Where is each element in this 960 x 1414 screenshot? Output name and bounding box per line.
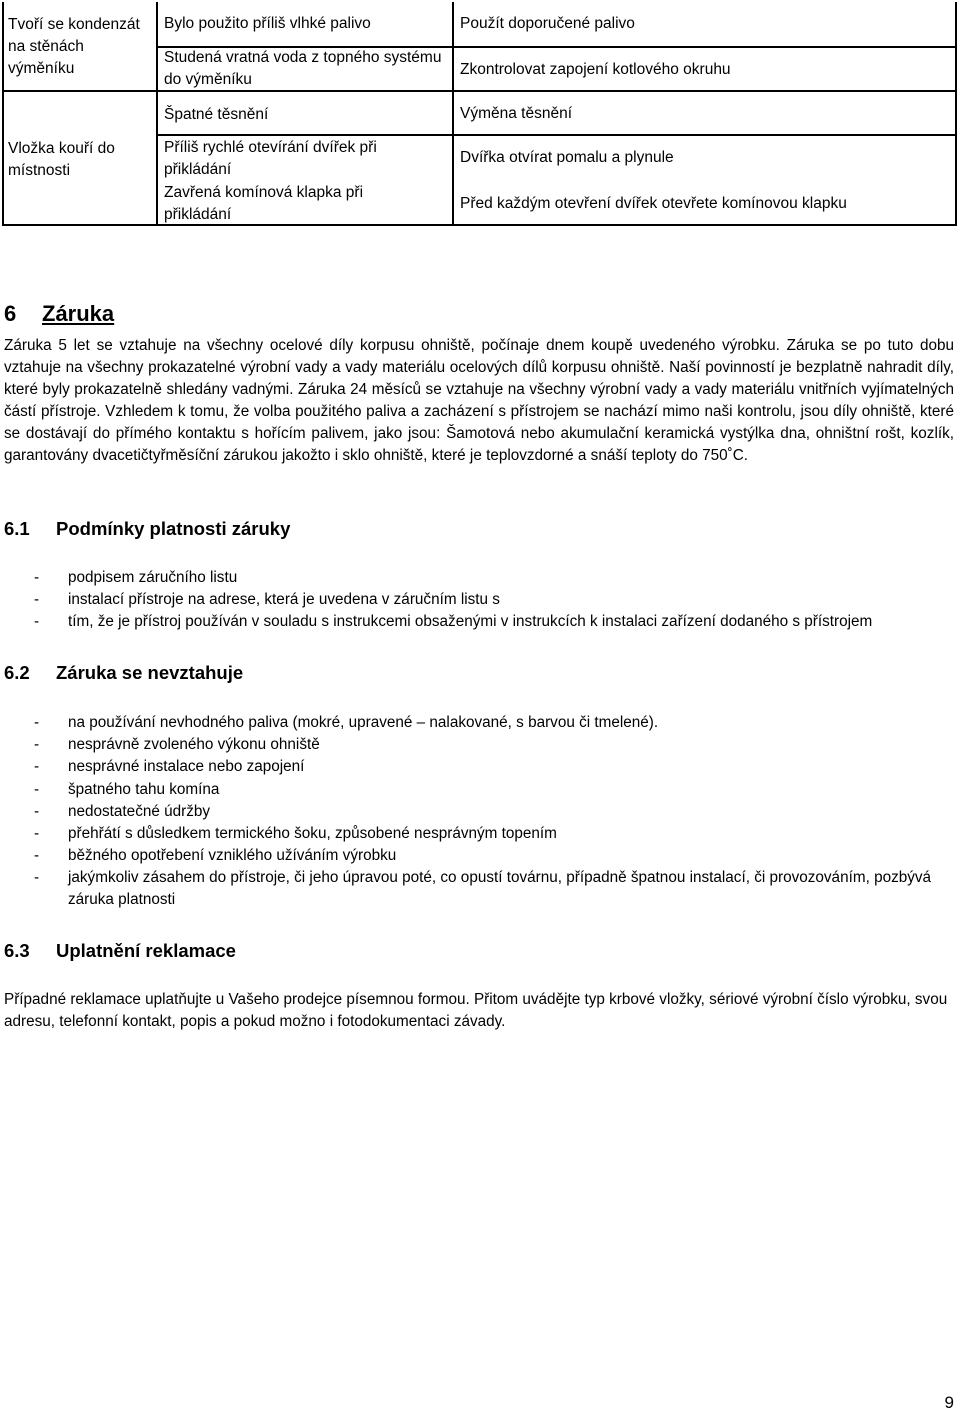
table-divider-2 bbox=[452, 2, 454, 226]
subsection-heading bbox=[4, 940, 236, 962]
list-item-text: nesprávně zvoleného výkonu ohniště bbox=[68, 736, 320, 754]
list-bullet: - bbox=[34, 736, 40, 754]
list-item-text: podpisem záručního listu bbox=[68, 569, 238, 586]
list-bullet: - bbox=[34, 714, 40, 731]
section-title: Záruka bbox=[42, 301, 115, 326]
list-item-text: tím, že je přístroj používán v souladu s instrukcemi obsaženými v instrukcích k instalaci zařízení dodaného s přístrojem bbox=[68, 613, 873, 631]
section-heading bbox=[4, 301, 114, 327]
list-item-text: na používání nevhodného paliva (mokré, upravené – nalakované, s barvou či tmelené). bbox=[68, 714, 659, 731]
list-bullet: - bbox=[34, 780, 40, 798]
list-item-text: přehřátí s důsledkem termického šoku, způsobené nesprávným topením bbox=[68, 824, 557, 842]
table-row-divider bbox=[156, 134, 957, 136]
subsection-number: 6.1 bbox=[4, 518, 30, 539]
table-row-divider bbox=[452, 90, 957, 92]
subsection-heading bbox=[4, 518, 290, 540]
warranty-paragraph: Záruka 5 let se vztahuje na všechny ocelové díly korpusu ohniště, počínaje dnem koupě uvedeného výrobku. Záruka se po tuto dobu vztahuje na všechny prokazatelné výrobní vady a vady materiálu ocelových dílů korpusu ohniště. Naší povinností je bezplatně nahradit díly, které byly prokazatelně shledány vadnými. Záruka 24 měsíců se vztahuje na všechny výrobní vady a vady materiálu vnitřních vyjímatelných částí přístroje. Vzhledem k tomu, že volba použitého paliva a zacházení s přístrojem se nachází mimo naši kontrolu, jsou díly ohniště, které se dostávají do přímého kontaktu s hořícím palivem, jako jsou: Šamotová nebo akumulační keramická vystýlka dna, ohništní rošt, kozlík, garantovány dvacetičtyřměsíční zárukou jakožto i sklo ohniště, které je teplovzdorné a snáší teploty do 750˚C. bbox=[4, 337, 954, 464]
table-cell-remedy: Použít doporučené palivo bbox=[460, 15, 635, 32]
list-item bbox=[4, 867, 954, 911]
warranty-conditions-list bbox=[4, 567, 954, 634]
subsection-title: Podmínky platnosti záruky bbox=[56, 518, 291, 539]
page-number: 9 bbox=[944, 1393, 954, 1412]
list-bullet: - bbox=[34, 613, 40, 631]
table-cell-cause: Bylo použito příliš vlhké palivo bbox=[164, 15, 371, 32]
list-item-text: nesprávné instalace nebo zapojení bbox=[68, 758, 305, 776]
subsection-heading bbox=[4, 662, 243, 684]
table-cell-cause: Zavřená komínová klapka při přikládání bbox=[164, 184, 364, 223]
table-border-left bbox=[2, 2, 4, 226]
list-item-text: běžného opotřebení vzniklého užíváním výrobku bbox=[68, 847, 397, 865]
table-cell-remedy: Výměna těsnění bbox=[460, 105, 573, 122]
subsection-number: 6.2 bbox=[4, 662, 30, 683]
list-item bbox=[4, 756, 954, 778]
table-cell-remedy: Zkontrolovat zapojení kotlového okruhu bbox=[460, 61, 731, 78]
table-cell-cause: Studená vratná voda z topného systému do výměníku bbox=[164, 49, 442, 88]
list-item bbox=[4, 823, 954, 845]
list-bullet: - bbox=[34, 802, 40, 820]
section-number: 6 bbox=[4, 301, 17, 326]
list-item-text: jakýmkoliv zásahem do přístroje, či jeho úpravou poté, co opustí továrnu, případně špatnou instalací, či provozováním, pozbývá záruka platnosti bbox=[68, 869, 932, 909]
table-cell-problem: Tvoří se kondenzát na stěnách výměníku bbox=[8, 16, 140, 77]
list-item bbox=[4, 589, 954, 611]
list-item bbox=[4, 712, 954, 734]
list-item bbox=[4, 734, 954, 756]
list-item bbox=[4, 611, 954, 633]
troubleshooting-table bbox=[2, 2, 957, 226]
list-bullet: - bbox=[34, 847, 40, 865]
list-item-text: špatného tahu komína bbox=[68, 780, 220, 798]
table-cell-problem: Vložka kouří do místnosti bbox=[8, 140, 115, 179]
list-item bbox=[4, 567, 954, 589]
list-item-text: nedostatečné údržby bbox=[68, 802, 211, 820]
list-item bbox=[4, 845, 954, 867]
list-bullet: - bbox=[34, 824, 40, 842]
subsection-title: Uplatnění reklamace bbox=[56, 940, 236, 961]
list-item bbox=[4, 779, 954, 801]
subsection-title: Záruka se nevztahuje bbox=[56, 662, 244, 683]
list-bullet: - bbox=[34, 758, 40, 776]
claims-paragraph: Případné reklamace uplatňujte u Vašeho prodejce písemnou formou. Přitom uvádějte typ krbové vložky, sériové výrobní číslo výrobku, svou adresu, telefonní kontakt, popis a pokud možno i fotodokumentaci závady. bbox=[4, 991, 948, 1030]
list-bullet: - bbox=[34, 869, 40, 887]
table-divider-1 bbox=[156, 2, 158, 226]
list-bullet: - bbox=[34, 569, 40, 586]
table-cell-cause: Špatné těsnění bbox=[164, 106, 269, 123]
table-cell-cause: Příliš rychlé otevírání dvířek při přikládání bbox=[164, 139, 377, 178]
warranty-exclusions-list bbox=[4, 712, 954, 911]
subsection-number: 6.3 bbox=[4, 940, 30, 961]
table-cell-remedy: Před každým otevření dvířek otevřete komínovou klapku bbox=[460, 195, 847, 212]
list-item bbox=[4, 801, 954, 823]
table-cell-remedy: Dvířka otvírat pomalu a plynule bbox=[460, 149, 674, 166]
table-border-right bbox=[955, 2, 957, 226]
list-bullet: - bbox=[34, 591, 40, 609]
list-item-text: instalací přístroje na adrese, která je uvedena v záručním listu s bbox=[68, 591, 500, 609]
